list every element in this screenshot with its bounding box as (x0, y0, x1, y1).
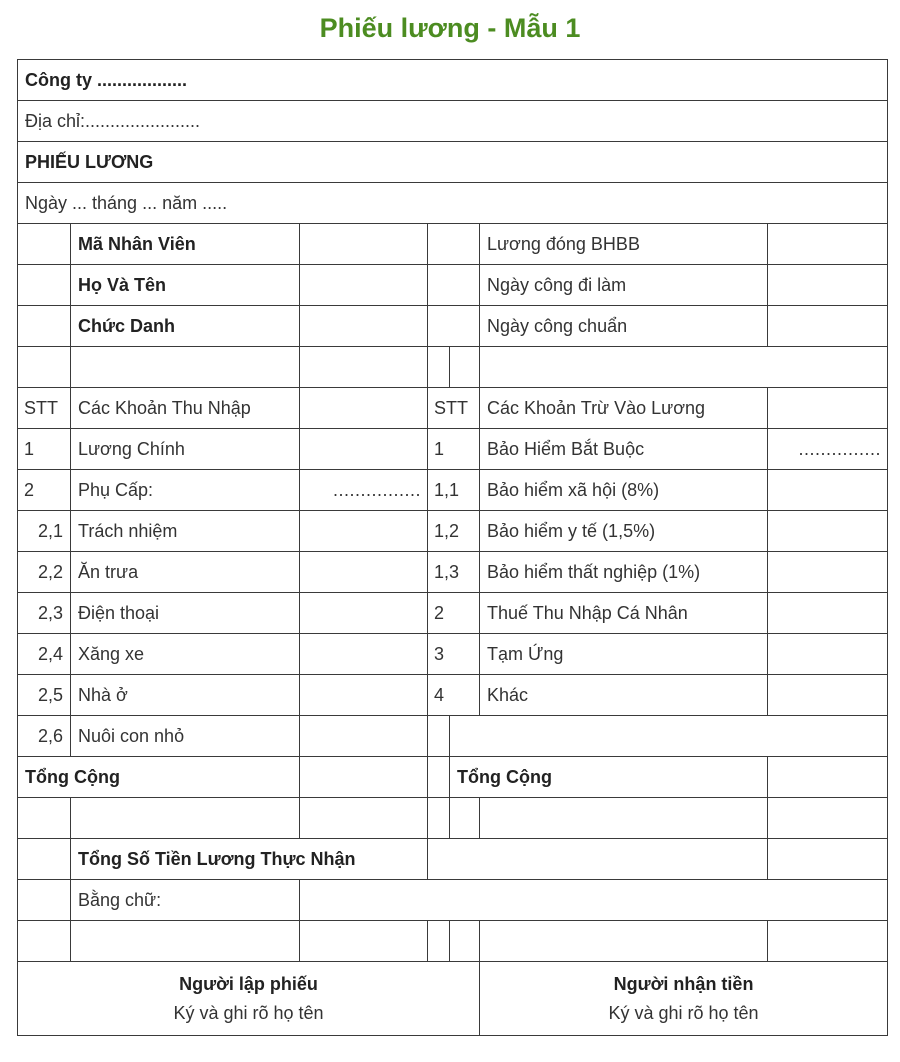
income-label: Nhà ở (71, 675, 300, 716)
deduction-number: 1,1 (428, 470, 480, 511)
receiver-note: Ký và ghi rõ họ tên (608, 1002, 759, 1023)
table-row (18, 470, 888, 511)
company-name[interactable]: Công ty .................. (18, 60, 888, 101)
empty-cell (428, 798, 450, 839)
deduction-number: 1,3 (428, 552, 480, 593)
empty-cell (480, 921, 768, 962)
table-row (18, 593, 888, 634)
slip-title: PHIẾU LƯƠNG (18, 142, 888, 183)
empty-cell (300, 921, 428, 962)
deduction-number: 3 (428, 634, 480, 675)
deduction-label: Tạm Ứng (480, 634, 768, 675)
income-amount[interactable] (300, 675, 428, 716)
income-stt-header: STT (18, 388, 71, 429)
income-label: Điện thoại (71, 593, 300, 634)
empty-cell (300, 798, 428, 839)
table-row (18, 429, 888, 470)
empty-cell (450, 921, 480, 962)
deduction-label: Thuế Thu Nhập Cá Nhân (480, 593, 768, 634)
income-label: Lương Chính (71, 429, 300, 470)
income-number: 2,4 (18, 634, 71, 675)
workdays-label: Ngày công đi làm (480, 265, 768, 306)
deduction-header: Các Khoản Trừ Vào Lương (480, 388, 768, 429)
deduction-stt-header: STT (428, 388, 480, 429)
date-row (18, 183, 888, 224)
income-number: 2,2 (18, 552, 71, 593)
net-salary-value[interactable] (428, 839, 768, 880)
info-cell (428, 306, 480, 347)
income-amount[interactable] (300, 429, 428, 470)
payslip-table (17, 59, 888, 1036)
empty-cell (18, 921, 71, 962)
deduction-amount-header (768, 388, 888, 429)
job-title-label: Chức Danh (71, 306, 300, 347)
empty-cell (768, 798, 888, 839)
empty-cell (18, 347, 71, 388)
slip-title-row (18, 142, 888, 183)
income-number: 1 (18, 429, 71, 470)
income-label: Trách nhiệm (71, 511, 300, 552)
workdays-value[interactable] (768, 265, 888, 306)
income-label: Ăn trưa (71, 552, 300, 593)
deduction-total-label: Tổng Cộng (450, 757, 768, 798)
empty-cell (71, 347, 300, 388)
net-salary-label: Tổng Số Tiền Lương Thực Nhận (71, 839, 428, 880)
income-number: 2,3 (18, 593, 71, 634)
signature-row (18, 962, 888, 1036)
empty-cell (71, 798, 300, 839)
info-cell (18, 224, 71, 265)
receiver-signature[interactable] (480, 962, 888, 1036)
standard-days-label: Ngày công chuẩn (480, 306, 768, 347)
empty-cell (18, 839, 71, 880)
spacer-row (18, 347, 888, 388)
insurance-salary-value[interactable] (768, 224, 888, 265)
table-row (18, 511, 888, 552)
empty-cell (18, 798, 71, 839)
deduction-amount[interactable] (768, 511, 888, 552)
table-row (18, 675, 888, 716)
empty-cell (428, 347, 450, 388)
deduction-amount[interactable] (768, 593, 888, 634)
deduction-amount[interactable] (768, 552, 888, 593)
income-amount[interactable] (300, 634, 428, 675)
table-row (18, 716, 888, 757)
in-words-row (18, 880, 888, 921)
totals-row (18, 757, 888, 798)
income-label: Nuôi con nhỏ (71, 716, 300, 757)
income-amount-header (300, 388, 428, 429)
full-name-value[interactable] (300, 265, 428, 306)
empty-cell (428, 716, 450, 757)
empty-cell (300, 347, 428, 388)
empty-cell (71, 921, 300, 962)
income-header: Các Khoản Thu Nhập (71, 388, 300, 429)
empty-cell (450, 347, 480, 388)
deduction-label: Khác (480, 675, 768, 716)
income-amount[interactable] (300, 552, 428, 593)
empty-cell (428, 921, 450, 962)
in-words-value[interactable] (300, 880, 888, 921)
income-amount[interactable] (300, 593, 428, 634)
page-title: Phiếu lương - Mẫu 1 (319, 13, 581, 43)
preparer-signature[interactable] (18, 962, 480, 1036)
deduction-amount[interactable]: ............... (768, 429, 888, 470)
empty-cell (768, 921, 888, 962)
deduction-amount[interactable] (768, 675, 888, 716)
table-row (18, 634, 888, 675)
slip-date[interactable]: Ngày ... tháng ... năm ..... (18, 183, 888, 224)
info-cell (428, 224, 480, 265)
spacer-row (18, 921, 888, 962)
info-row (18, 265, 888, 306)
company-address[interactable]: Địa chỉ:....................... (18, 101, 888, 142)
deduction-amount[interactable] (768, 634, 888, 675)
column-header-row (18, 388, 888, 429)
income-total-label: Tổng Cộng (18, 757, 300, 798)
preparer-title: Người lập phiếu (179, 973, 318, 994)
employee-id-value[interactable] (300, 224, 428, 265)
deduction-number: 1,2 (428, 511, 480, 552)
deduction-label: Bảo hiểm thất nghiệp (1%) (480, 552, 768, 593)
empty-cell (768, 839, 888, 880)
deduction-number: 2 (428, 593, 480, 634)
employee-id-label: Mã Nhân Viên (71, 224, 300, 265)
info-cell (18, 306, 71, 347)
income-number: 2,6 (18, 716, 71, 757)
job-title-value[interactable] (300, 306, 428, 347)
empty-cell (480, 798, 768, 839)
empty-cell (428, 757, 450, 798)
standard-days-value[interactable] (768, 306, 888, 347)
income-amount[interactable] (300, 511, 428, 552)
company-row (18, 60, 888, 101)
receiver-title: Người nhận tiền (613, 973, 754, 994)
empty-cell (18, 880, 71, 921)
in-words-label: Bằng chữ: (71, 880, 300, 921)
info-row (18, 224, 888, 265)
income-number: 2,1 (18, 511, 71, 552)
deduction-label: Bảo Hiểm Bắt Buộc (480, 429, 768, 470)
income-number: 2 (18, 470, 71, 511)
net-salary-row (18, 839, 888, 880)
income-amount[interactable]: ................ (300, 470, 428, 511)
deduction-total-value[interactable] (768, 757, 888, 798)
empty-cell (480, 347, 888, 388)
deduction-number: 1 (428, 429, 480, 470)
preparer-note: Ký và ghi rõ họ tên (173, 1002, 324, 1023)
address-row (18, 101, 888, 142)
empty-cell (450, 716, 888, 757)
info-cell (18, 265, 71, 306)
full-name-label: Họ Và Tên (71, 265, 300, 306)
info-row (18, 306, 888, 347)
income-number: 2,5 (18, 675, 71, 716)
income-label: Phụ Cấp: (71, 470, 300, 511)
deduction-label: Bảo hiểm y tế (1,5%) (480, 511, 768, 552)
empty-cell (450, 798, 480, 839)
deduction-label: Bảo hiểm xã hội (8%) (480, 470, 768, 511)
info-cell (428, 265, 480, 306)
deduction-number: 4 (428, 675, 480, 716)
income-amount[interactable] (300, 716, 428, 757)
spacer-row (18, 798, 888, 839)
deduction-amount[interactable] (768, 470, 888, 511)
table-row (18, 552, 888, 593)
income-label: Xăng xe (71, 634, 300, 675)
insurance-salary-label: Lương đóng BHBB (480, 224, 768, 265)
income-total-value[interactable] (300, 757, 428, 798)
